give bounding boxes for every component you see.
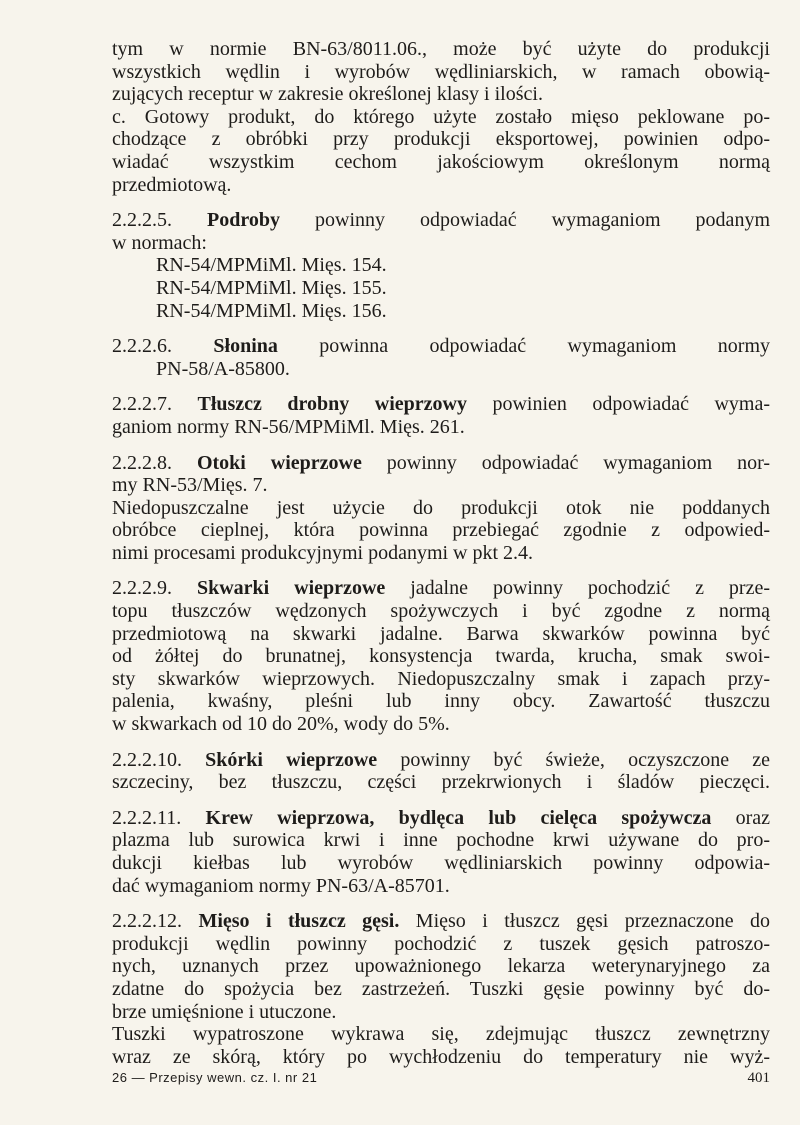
footer-source: 26 — Przepisy wewn. cz. I. nr 21 <box>112 1070 318 1085</box>
section-text: powinien odpowiadać wyma- <box>492 393 771 416</box>
text-line: szczeciny, bez tłuszczu, części przekrwionych i śladów pieczęci. <box>112 771 770 794</box>
text-line: PN-58/A-85800. <box>156 357 290 380</box>
text-line: tym w normie BN-63/8011.06., może być użyte do produkcji <box>112 38 770 60</box>
section-text: jadalne powinny pochodzić z prze- <box>410 577 770 600</box>
section-text: powinny odpowiadać wymaganiom podanym <box>315 209 770 232</box>
text-line: dukcji kiełbas lub wyrobów wędliniarskich powinny odpowia- <box>112 852 770 874</box>
section-title: Krew wieprzowa, bydlęca lub cielęca spożywcza <box>205 806 712 829</box>
text-line: wraz ze skórą, który po wychłodzeniu do temperatury nie wyż- <box>112 1045 770 1068</box>
text-line: plazma lub surowica krwi i inne pochodne krwi używane do pro- <box>112 829 770 852</box>
section-title: Tłuszcz drobny wieprzowy <box>197 393 467 416</box>
section-2-2-2-12 <box>112 910 770 1068</box>
section-2-2-2-8 <box>112 452 770 565</box>
section-2-2-2-11 <box>112 807 770 897</box>
text-line: produkcji wędlin powinny pochodzić z tuszek gęsich patroszo- <box>112 932 770 955</box>
norm-item: RN-54/MPMiMl. Mięs. 155. <box>156 276 387 299</box>
section-text: powinna odpowiadać wymaganiom normy <box>319 335 771 358</box>
text-line: my RN-53/Mięs. 7. <box>112 474 268 497</box>
section-text: oraz <box>735 806 770 829</box>
section-title: Mięso i tłuszcz gęsi. <box>198 910 400 933</box>
section-title: Skórki wieprzowe <box>205 748 378 771</box>
section-2-2-2-9 <box>112 577 770 735</box>
text-line: nimi procesami produkcyjnymi podanymi w pkt 2.4. <box>112 541 534 564</box>
text-line: w normach: <box>112 231 207 254</box>
intro-paragraph <box>112 38 770 196</box>
section-text: powinny być świeże, oczyszczone ze <box>400 748 771 771</box>
text-line: nych, uznanych przez upoważnionego lekarza weterynaryjnego za <box>112 955 770 978</box>
section-number: 2.2.2.10. <box>112 748 182 771</box>
text-line: ganiom normy RN-56/MPMiMl. Mięs. 261. <box>112 415 465 438</box>
norm-item: RN-54/MPMiMl. Mięs. 154. <box>156 254 387 277</box>
text-line: w skwarkach od 10 do 20%, wody do 5%. <box>112 713 450 736</box>
text-line: Niedopuszczalne jest użycie do produkcji otok nie poddanych <box>112 496 770 519</box>
text-line: zujących receptur w zakresie określonej klasy i ilości. <box>112 83 543 106</box>
section-number: 2.2.2.5. <box>112 209 172 232</box>
section-text: powinny odpowiadać wymaganiom nor- <box>386 451 770 474</box>
text-line: topu tłuszczów wędzonych spożywczych i być zgodne z normą <box>112 600 770 623</box>
text-line: c. Gotowy produkt, do którego użyte zostało mięso peklowane po- <box>112 105 770 128</box>
page-footer <box>112 1070 770 1087</box>
text-line: przedmiotową na skwarki jadalne. Barwa skwarków powinna być <box>112 622 770 645</box>
section-number: 2.2.2.8. <box>112 451 172 474</box>
section-2-2-2-6 <box>112 335 770 380</box>
text-line: od żółtej do brunatnej, konsystencja twarda, krucha, smak swoi- <box>112 645 770 668</box>
text-line: obróbce cieplnej, która powinna przebiegać zgodnie z odpowied- <box>112 519 770 542</box>
section-number: 2.2.2.12. <box>112 910 182 933</box>
norm-item: RN-54/MPMiMl. Mięs. 156. <box>156 299 387 322</box>
section-number: 2.2.2.11. <box>112 806 182 829</box>
text-line: Tuszki wypatroszone wykrawa się, zdejmując tłuszcz zewnętrzny <box>112 1023 770 1046</box>
text-line: wszystkich wędlin i wyrobów wędliniarskich, w ramach obowią- <box>112 60 770 83</box>
text-line: palenia, kwaśny, pleśni lub inny obcy. Zawartość tłuszczu <box>112 690 770 713</box>
text-line: wiadać wszystkim cechom jakościowym określonym normą <box>112 150 770 173</box>
text-line: zdatne do spożycia bez zastrzeżeń. Tuszki gęsie powinny być do- <box>112 977 770 1000</box>
section-title: Skwarki wieprzowe <box>196 577 386 600</box>
text-line: sty skwarków wieprzowych. Niedopuszczalny smak i zapach przy- <box>112 667 770 690</box>
page-number: 401 <box>747 1070 770 1086</box>
text-line: chodzące z obróbki przy produkcji eksportowej, powinien odpo- <box>112 128 770 151</box>
section-text: Mięso i tłuszcz gęsi przeznaczone do <box>415 910 771 933</box>
section-number: 2.2.2.9. <box>112 577 172 600</box>
text-line: brze umięśnione i utuczone. <box>112 1000 337 1023</box>
section-title: Otoki wieprzowe <box>196 451 362 474</box>
section-2-2-2-5 <box>112 209 770 322</box>
section-2-2-2-7 <box>112 393 770 438</box>
section-number: 2.2.2.6. <box>112 335 172 358</box>
section-2-2-2-10 <box>112 749 770 794</box>
text-line: dać wymaganiom normy PN-63/A-85701. <box>112 874 450 897</box>
section-number: 2.2.2.7. <box>112 393 172 416</box>
section-title: Podroby <box>207 209 280 232</box>
section-title: Słonina <box>213 335 278 358</box>
text-line: przedmiotową. <box>112 173 232 196</box>
